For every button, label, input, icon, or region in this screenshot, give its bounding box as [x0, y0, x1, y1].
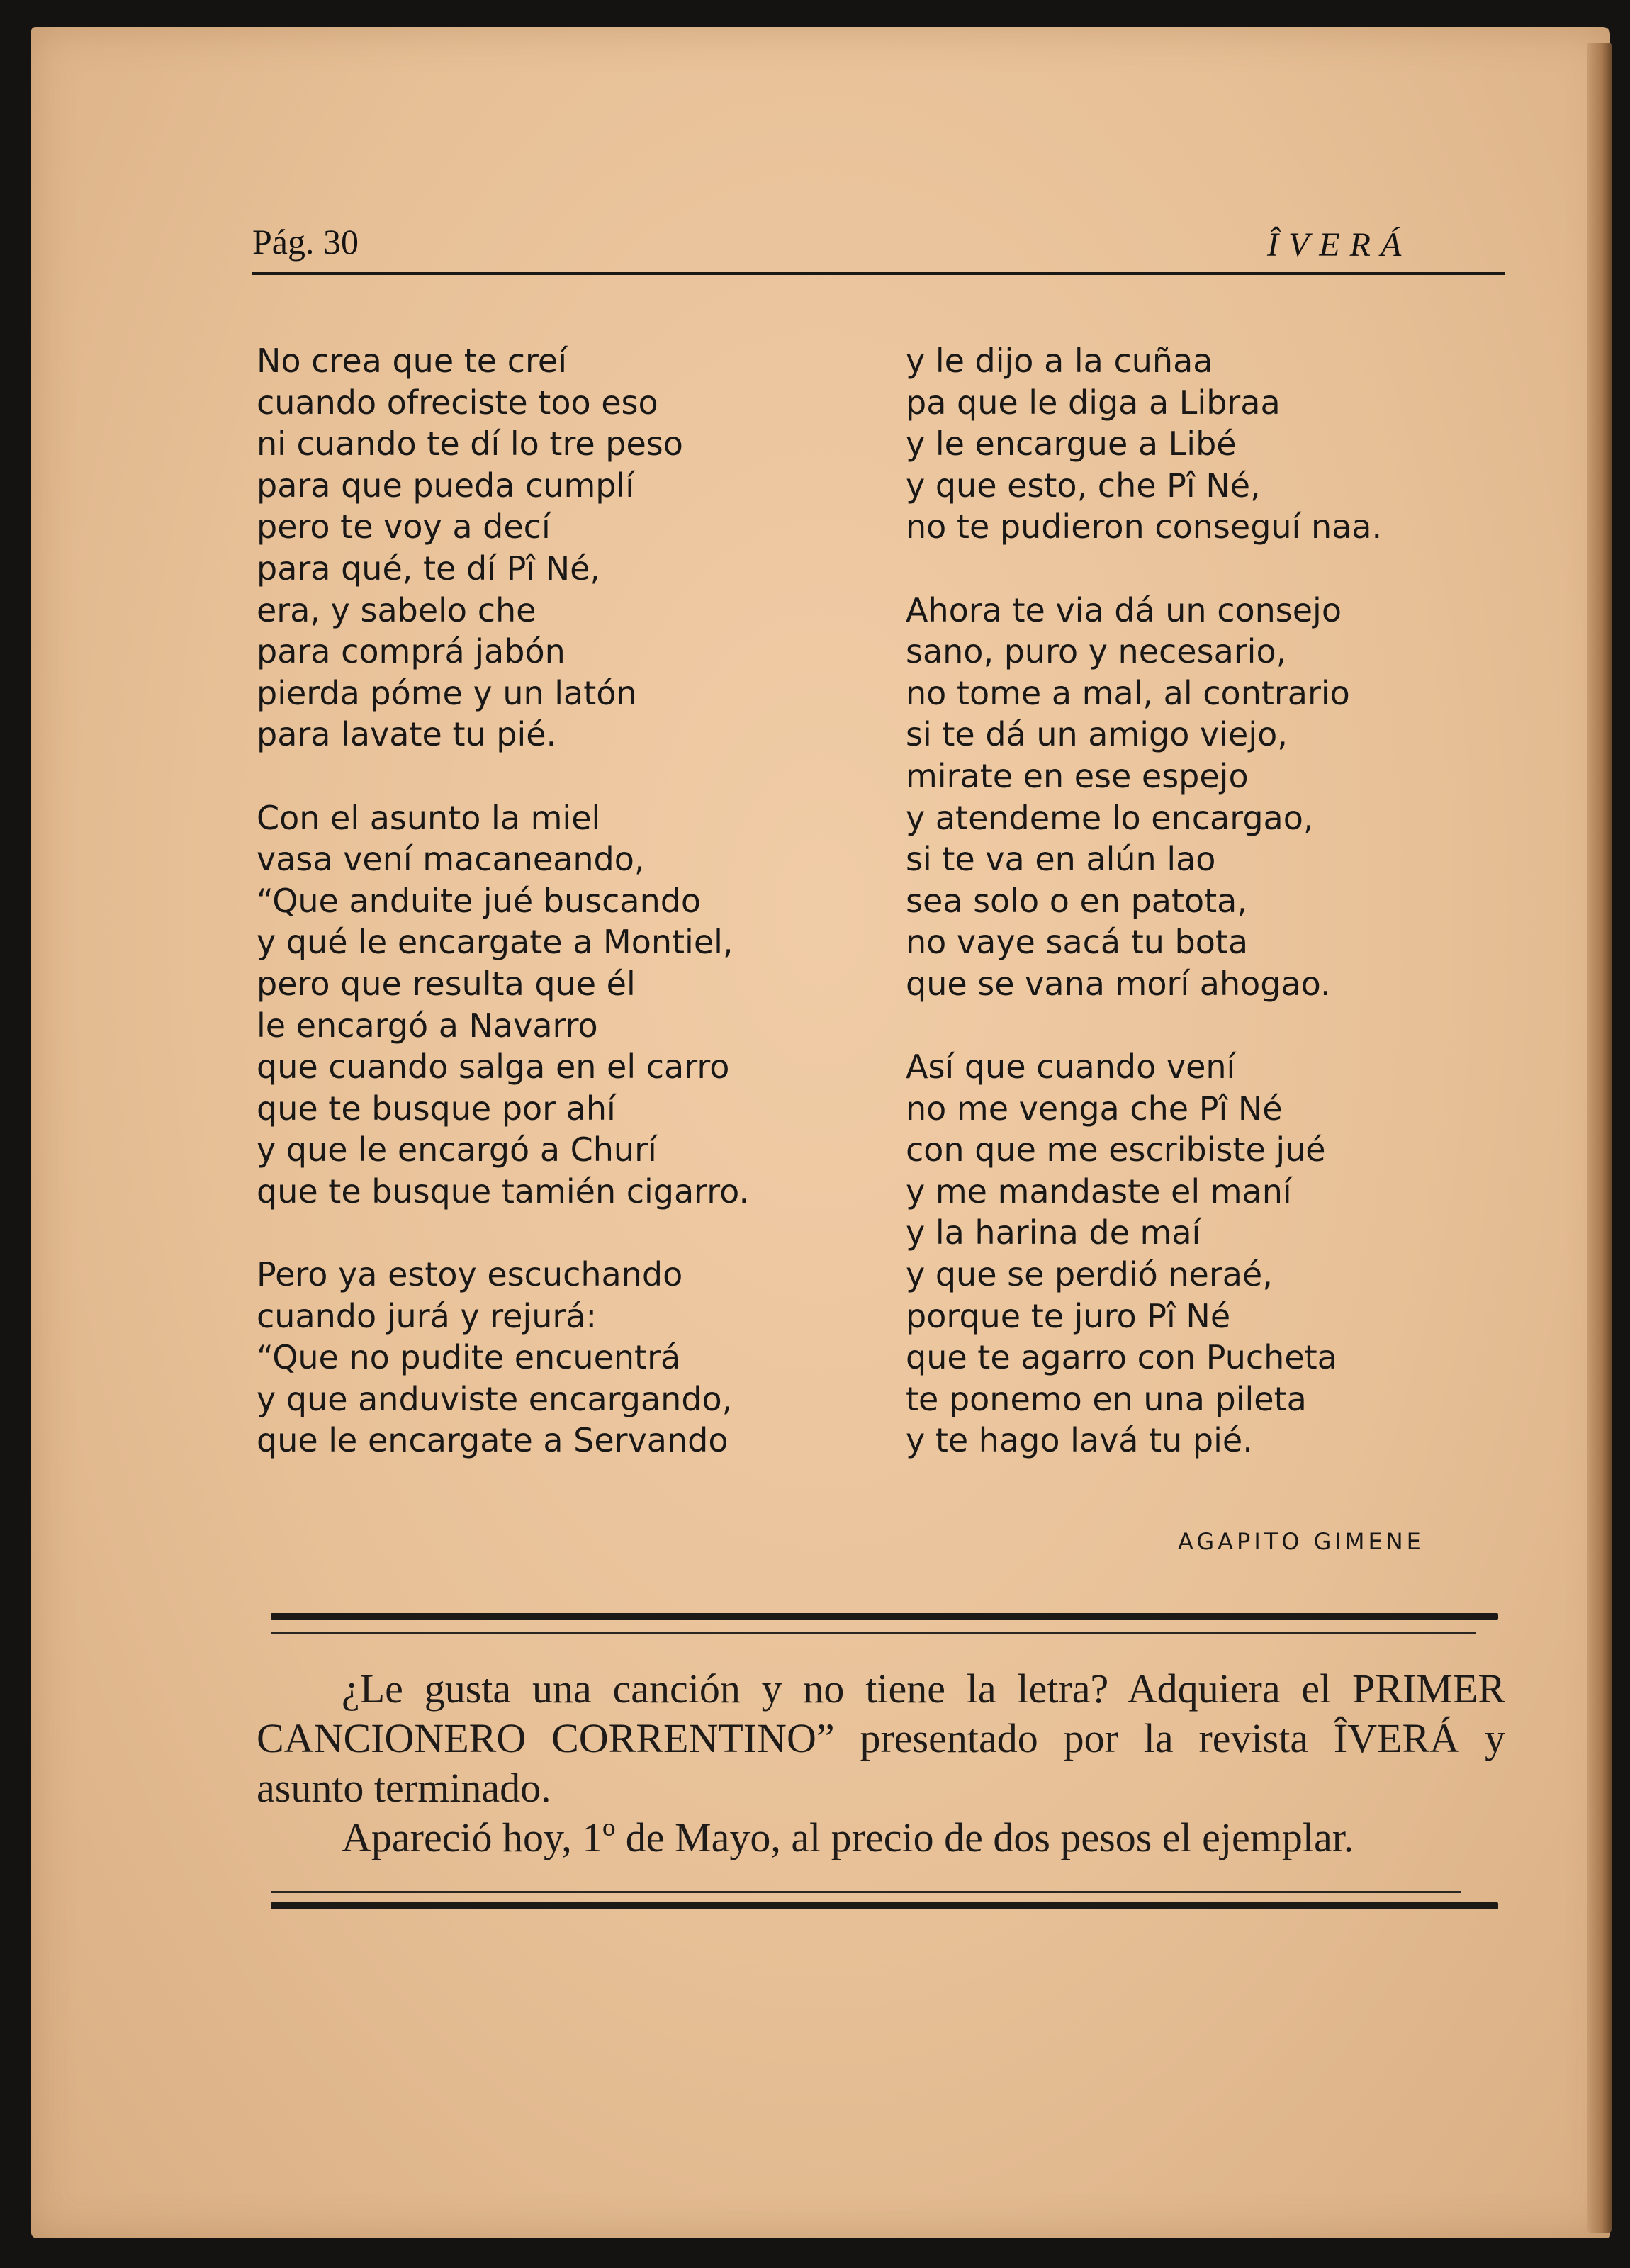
- poem-line: mirate en ese espejo: [906, 756, 1249, 795]
- poem-line: y le encargue a Libé: [906, 425, 1237, 464]
- poem-line: que te busque por ahí: [257, 1089, 616, 1128]
- poem-line: que cuando salga en el carro: [257, 1048, 730, 1087]
- ad-paragraph-1: ¿Le gusta una canción y no tiene la letra? Adquiera el PRIMER CANCIONERO CORRENTINO” presentado por la revista ÎVERÁ y asunto terminado.: [257, 1666, 1505, 1811]
- poem-author: AGAPITO GIMENE: [1178, 1528, 1424, 1555]
- poem-line: para qué, te dí Pî Né,: [257, 549, 601, 588]
- poem-line: pierda póme y un latón: [257, 673, 637, 712]
- poem-line: era, y sabelo che: [257, 590, 536, 629]
- poem-stanza: [257, 1254, 749, 1461]
- poem-line: pero que resulta que él: [257, 964, 636, 1003]
- poem-stanza: [257, 797, 749, 1213]
- poem-line: y atendeme lo encargao,: [906, 798, 1314, 837]
- ad-top-rule: [271, 1613, 1498, 1620]
- ad-bottom-rule: [271, 1902, 1498, 1909]
- poem-line: y te hago lavá tu pié.: [906, 1421, 1253, 1460]
- poem-line: Con el asunto la miel: [257, 798, 601, 837]
- magazine-title: ÎVERÁ: [1267, 226, 1412, 264]
- poem-stanza: [906, 340, 1382, 548]
- poem-right-column: [906, 340, 1382, 1461]
- poem-line: con que me escribiste jué: [906, 1130, 1326, 1169]
- poem-line: No crea que te creí: [257, 342, 567, 380]
- advertisement: [257, 1664, 1505, 1863]
- poem-line: para lavate tu pié.: [257, 715, 557, 754]
- poem-line: sea solo o en patota,: [906, 881, 1247, 920]
- poem-line: y que anduviste encargando,: [257, 1379, 733, 1418]
- poem-line: porque te juro Pî Né: [906, 1296, 1231, 1335]
- poem-line: “Que anduite jué buscando: [257, 881, 702, 920]
- poem-line: que te busque tamién cigarro.: [257, 1172, 750, 1211]
- poem-line: te ponemo en una pileta: [906, 1379, 1307, 1418]
- poem-left-column: [257, 340, 749, 1461]
- poem-line: si te dá un amigo viejo,: [906, 715, 1288, 754]
- ad-top-thin-rule: [271, 1632, 1476, 1634]
- poem-line: Así que cuando vení: [906, 1048, 1236, 1087]
- poem-line: no tome a mal, al contrario: [906, 673, 1350, 712]
- poem-line: vasa vení macaneando,: [257, 840, 645, 879]
- poem-line: le encargó a Navarro: [257, 1006, 598, 1045]
- poem-line: pa que le diga a Libraa: [906, 383, 1281, 422]
- poem-line: y la harina de maí: [906, 1213, 1201, 1252]
- header-divider: [252, 272, 1505, 275]
- poem-line: que le encargate a Servando: [257, 1421, 729, 1460]
- poem-line: cuando jurá y rejurá:: [257, 1296, 597, 1335]
- poem-line: no vaye sacá tu bota: [906, 923, 1249, 962]
- poem-line: y me mandaste el maní: [906, 1172, 1292, 1211]
- poem-stanza: [906, 1046, 1382, 1461]
- poem-stanza: [906, 590, 1382, 1005]
- poem-line: sano, puro y necesario,: [906, 632, 1287, 671]
- page-number: Pág. 30: [252, 222, 359, 262]
- poem-line: que se vana morí ahogao.: [906, 964, 1331, 1003]
- poem-line: y le dijo a la cuñaa: [906, 342, 1213, 380]
- ad-paragraph-2: Apareció hoy, 1º de Mayo, al precio de dos pesos el ejemplar.: [342, 1814, 1354, 1860]
- poem-line: ni cuando te dí lo tre peso: [257, 425, 683, 464]
- poem-line: que te agarro con Pucheta: [906, 1338, 1337, 1377]
- poem-line: no te pudieron conseguí naa.: [906, 507, 1383, 546]
- poem-line: no me venga che Pî Né: [906, 1089, 1283, 1128]
- poem-line: y que le encargó a Churí: [257, 1130, 657, 1169]
- poem-line: “Que no pudite encuentrá: [257, 1338, 681, 1377]
- poem-stanza: [257, 340, 749, 756]
- ad-bottom-thin-rule: [271, 1891, 1461, 1893]
- poem-line: cuando ofreciste too eso: [257, 383, 658, 422]
- poem-line: y que esto, che Pî Né,: [906, 466, 1261, 505]
- poem-line: para comprá jabón: [257, 632, 566, 671]
- poem-line: Pero ya estoy escuchando: [257, 1255, 683, 1294]
- page-spine-edge: [1587, 43, 1612, 2233]
- poem-line: y qué le encargate a Montiel,: [257, 923, 734, 962]
- poem-line: pero te voy a decí: [257, 507, 551, 546]
- poem-line: para que pueda cumplí: [257, 466, 635, 505]
- poem-line: si te va en alún lao: [906, 840, 1216, 879]
- poem-line: y que se perdió neraé,: [906, 1255, 1273, 1294]
- poem-line: Ahora te via dá un consejo: [906, 590, 1342, 629]
